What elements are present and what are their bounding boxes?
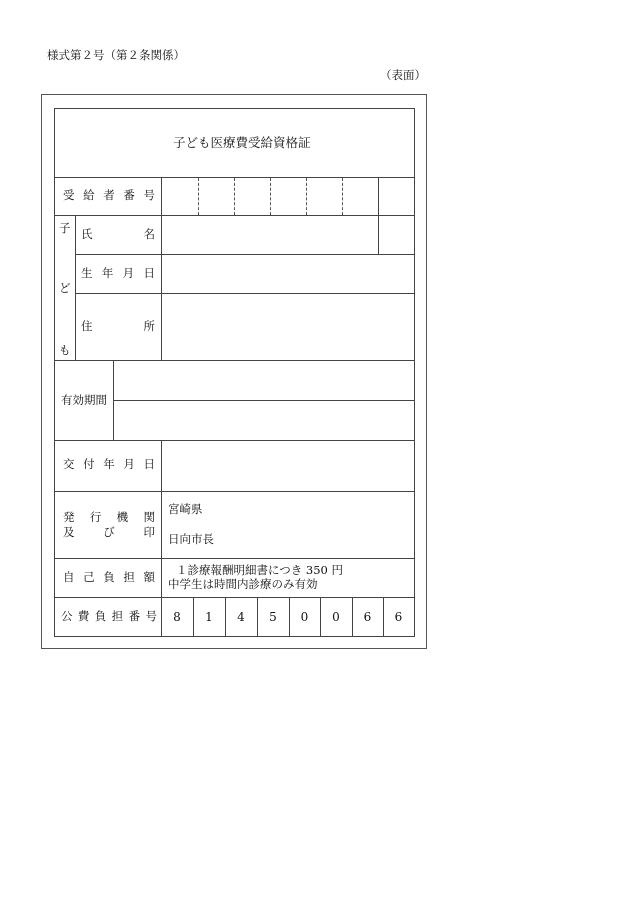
side-label: （表面） bbox=[380, 68, 426, 82]
issuer-label-line2: 及 び 印 bbox=[63, 525, 155, 539]
public-digit-1: 8 bbox=[173, 610, 181, 624]
valid-period-label: 有効期間 bbox=[61, 393, 107, 407]
certificate-card bbox=[54, 108, 415, 637]
child-label-2: ど bbox=[59, 281, 71, 295]
birthdate-label: 生 年 月 日 bbox=[81, 266, 155, 280]
public-digit-8: 6 bbox=[394, 610, 403, 624]
issue-date-label: 交 付 年 月 日 bbox=[63, 457, 155, 471]
public-number-label: 公 費 負 担 番 号 bbox=[61, 609, 157, 623]
issuer-prefecture: 宮崎県 bbox=[168, 502, 203, 516]
issuer-label-line1: 発 行 機 関 bbox=[63, 510, 155, 524]
recipient-number-label: 受 給 者 番 号 bbox=[63, 188, 155, 202]
copay-line-1: １診療報酬明細書につき 350 円 bbox=[176, 563, 344, 577]
issuer-mayor: 日向市長 bbox=[168, 532, 214, 546]
copay-line-2: 中学生は時間内診療のみ有効 bbox=[168, 577, 318, 591]
address-label: 住 所 bbox=[81, 319, 155, 333]
public-digit-5: 0 bbox=[300, 610, 309, 624]
public-digit-3: 4 bbox=[237, 610, 245, 624]
public-digit-6: 0 bbox=[332, 610, 340, 624]
child-label-1: 子 bbox=[59, 221, 71, 235]
form-number: 様式第２号（第２条関係） bbox=[47, 48, 185, 62]
card-title: 子ども医療費受給資格証 bbox=[173, 135, 311, 150]
public-digit-7: 6 bbox=[363, 610, 372, 624]
copay-label: 自 己 負 担 額 bbox=[63, 570, 155, 584]
child-label-3: も bbox=[59, 343, 71, 357]
public-digit-2: 1 bbox=[205, 610, 213, 624]
public-digit-4: 5 bbox=[269, 610, 277, 624]
name-label: 氏 名 bbox=[81, 227, 155, 241]
